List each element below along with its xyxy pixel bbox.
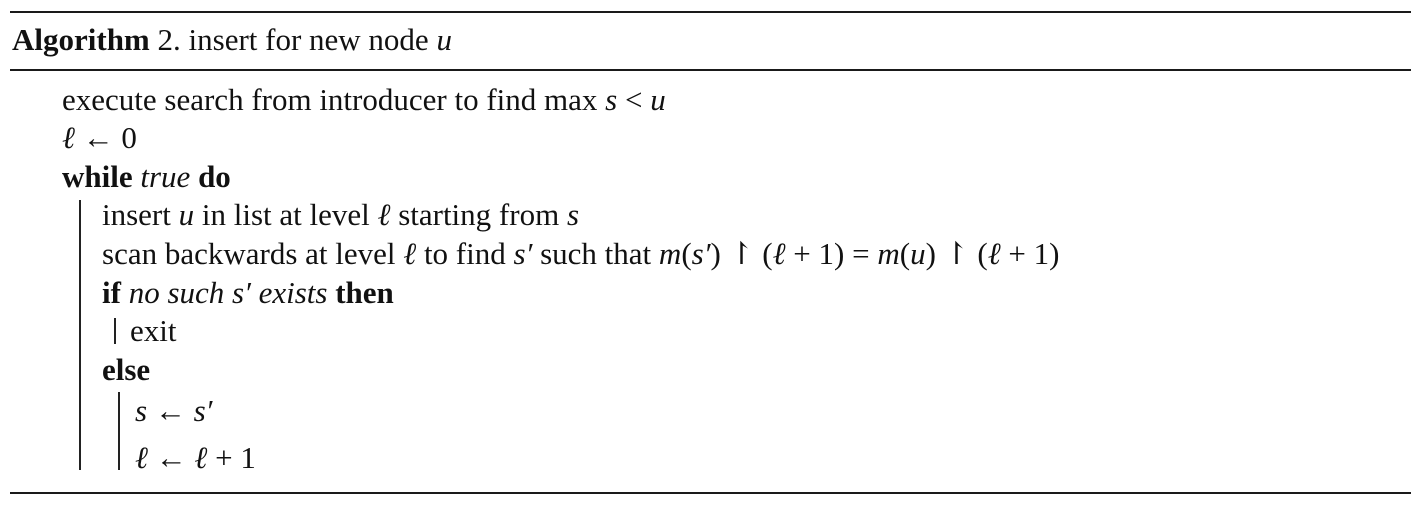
math-op: ← xyxy=(147,440,195,475)
line-code xyxy=(130,312,177,350)
line-text: execute search from introducer to find max xyxy=(62,82,606,117)
else-block-bar xyxy=(118,392,120,470)
keyword-else: else xyxy=(102,352,151,387)
line-text: insert xyxy=(102,197,179,232)
math-op: ← 0 xyxy=(74,120,137,155)
math-var: ℓ xyxy=(403,236,417,271)
math-var: m xyxy=(877,236,900,271)
math-op: ) ↾ ( xyxy=(710,236,773,271)
math-var: s xyxy=(566,197,580,232)
math-op: ( xyxy=(899,236,911,271)
line-code xyxy=(102,351,150,389)
math-var: s′ xyxy=(691,236,711,271)
math-var: ℓ xyxy=(772,236,786,271)
if-block-bar xyxy=(114,318,116,344)
algorithm-title-var: u xyxy=(436,22,452,57)
line-text: such that xyxy=(532,236,659,271)
caption-rule xyxy=(10,69,1411,71)
math-var: s′ xyxy=(193,393,213,428)
math-var: ℓ xyxy=(194,440,208,475)
math-op: ← xyxy=(147,393,194,428)
algorithm-caption xyxy=(12,22,452,58)
math-var: u xyxy=(910,236,926,271)
line-text: to find xyxy=(416,236,514,271)
line-code xyxy=(135,392,212,430)
keyword-do: do xyxy=(198,159,231,194)
math-var: ℓ xyxy=(987,236,1001,271)
keyword-then: then xyxy=(335,275,394,310)
algorithm-label: Algorithm xyxy=(12,22,150,57)
math-var: m xyxy=(658,236,682,271)
line-text: exit xyxy=(130,313,177,348)
condition: true xyxy=(140,159,191,194)
bottom-rule xyxy=(10,492,1411,494)
math-op: + 1 xyxy=(207,440,256,475)
math-op: + 1) xyxy=(1000,236,1060,271)
line-code xyxy=(62,81,666,119)
math-op: ) ↾ ( xyxy=(925,236,988,271)
line-text: scan backwards at level xyxy=(102,236,404,271)
math-var: ℓ xyxy=(135,440,148,475)
line-code xyxy=(102,196,579,234)
math-op: ( xyxy=(681,236,692,271)
line-code xyxy=(135,439,256,477)
line-code xyxy=(62,158,231,196)
math-var: u xyxy=(650,82,666,117)
top-rule xyxy=(10,11,1411,13)
algorithm-number: 2. xyxy=(157,22,181,57)
keyword-while: while xyxy=(62,159,133,194)
math-op: + 1) = xyxy=(785,236,878,271)
math-op: < xyxy=(617,82,651,117)
math-var: s xyxy=(135,393,148,428)
condition: no such s′ exists xyxy=(128,275,328,310)
math-var: s′ xyxy=(513,236,533,271)
math-var: ℓ xyxy=(62,120,75,155)
keyword-if: if xyxy=(102,275,121,310)
line-code xyxy=(102,235,1059,273)
math-var: s xyxy=(605,82,618,117)
math-var: ℓ xyxy=(377,197,391,232)
line-text: starting from xyxy=(390,197,567,232)
line-code xyxy=(62,119,137,157)
line-code xyxy=(102,274,394,312)
line-text: in list at level xyxy=(194,197,378,232)
algorithm-title: insert for new node xyxy=(188,22,429,57)
math-var: u xyxy=(178,197,195,232)
while-block-bar xyxy=(79,200,81,470)
